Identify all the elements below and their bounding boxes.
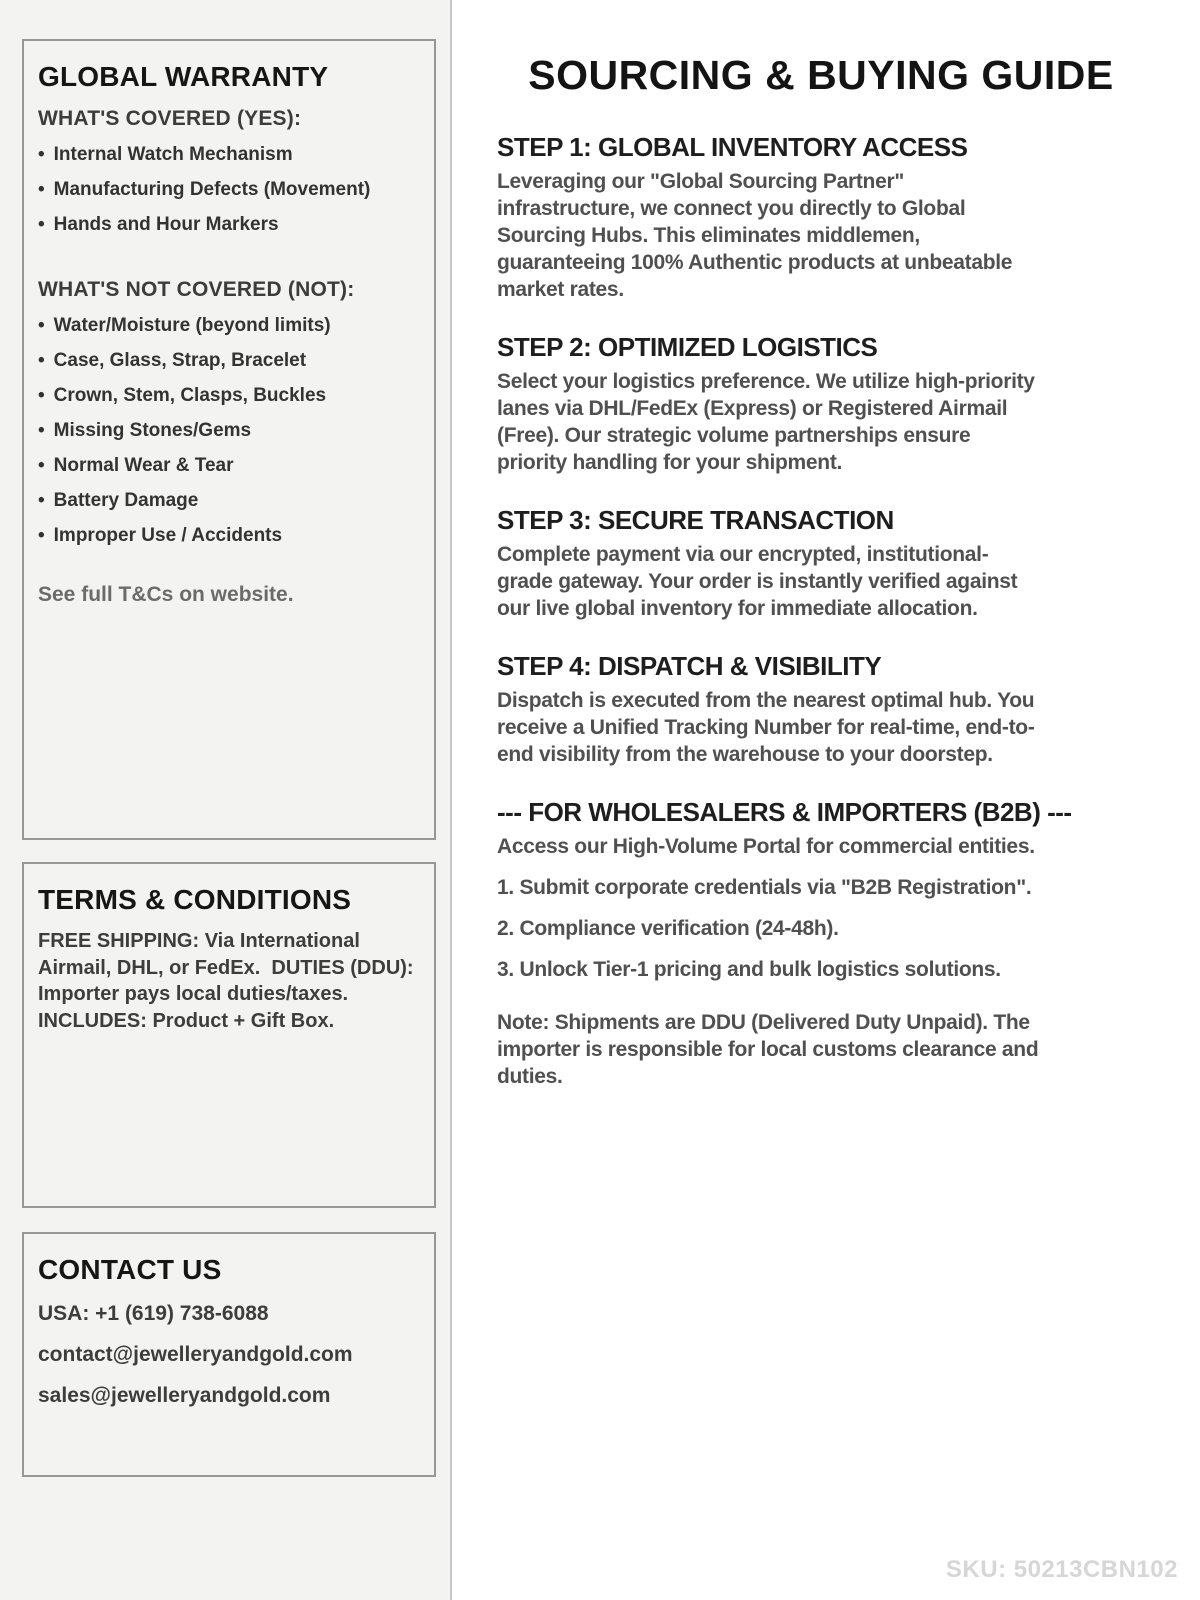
step-1-body: Leveraging our "Global Sourcing Partner" infrastructure, we connect you directly to Global Sourcing Hubs. This eliminates middlemen, guaranteeing 100% Authentic products at unbeatable market rates. bbox=[497, 170, 1013, 302]
step-3-heading: STEP 3: SECURE TRANSACTION bbox=[497, 505, 894, 536]
list-item: • Crown, Stem, Clasps, Buckles bbox=[38, 378, 420, 413]
step-3-body: Complete payment via our encrypted, institutional-grade gateway. Your order is instantly verified against our live global inventory for immediate allocation. bbox=[497, 543, 1018, 621]
not-covered-heading: WHAT'S NOT COVERED (NOT): bbox=[38, 278, 355, 302]
list-item: • Case, Glass, Strap, Bracelet bbox=[38, 343, 420, 378]
covered-list bbox=[38, 137, 420, 242]
list-item: • Improper Use / Accidents bbox=[38, 518, 420, 553]
list-item: • Hands and Hour Markers bbox=[38, 207, 420, 242]
list-item: • Battery Damage bbox=[38, 483, 420, 518]
b2b-section bbox=[497, 797, 1072, 1090]
contact-title: CONTACT US bbox=[38, 1254, 222, 1285]
terms-title: TERMS & CONDITIONS bbox=[38, 884, 352, 915]
step-3-section bbox=[497, 506, 1042, 622]
contact-panel bbox=[22, 1232, 436, 1477]
b2b-note: Note: Shipments are DDU (Delivered Duty Unpaid). The importer is responsible for local customs clearance and duties. bbox=[497, 1011, 1039, 1089]
list-item: • Water/Moisture (beyond limits) bbox=[38, 308, 420, 343]
b2b-step-2: 2. Compliance verification (24-48h). bbox=[497, 917, 839, 941]
b2b-step-3: 3. Unlock Tier-1 pricing and bulk logistics solutions. bbox=[497, 958, 1001, 982]
b2b-heading: --- FOR WHOLESALERS & IMPORTERS (B2B) --- bbox=[497, 797, 1072, 828]
b2b-intro: Access our High-Volume Portal for commercial entities. bbox=[497, 835, 1035, 859]
sidebar bbox=[0, 0, 452, 1600]
list-item: • Internal Watch Mechanism bbox=[38, 137, 420, 172]
step-1-section bbox=[497, 133, 1042, 303]
contact-phone: USA: +1 (619) 738-6088 bbox=[38, 1302, 269, 1326]
step-4-section bbox=[497, 652, 1042, 768]
step-2-heading: STEP 2: OPTIMIZED LOGISTICS bbox=[497, 332, 878, 363]
main-column bbox=[452, 0, 1200, 1600]
contact-email-sales: sales@jewelleryandgold.com bbox=[38, 1384, 331, 1408]
terms-body: FREE SHIPPING: Via International Airmail, DHL, or FedEx. DUTIES (DDU): Importer pays local duties/taxes. INCLUDES: Product + Gift Box. bbox=[38, 930, 420, 1032]
list-item: • Missing Stones/Gems bbox=[38, 413, 420, 448]
contact-email: contact@jewelleryandgold.com bbox=[38, 1343, 353, 1367]
step-2-body: Select your logistics preference. We utilize high-priority lanes via DHL/FedEx (Express) or Registered Airmail (Free). Our strategic volume partnerships ensure priority handling for your shipment. bbox=[497, 370, 1035, 475]
list-item: • Normal Wear & Tear bbox=[38, 448, 420, 483]
list-item: • Manufacturing Defects (Movement) bbox=[38, 172, 420, 207]
step-2-section bbox=[497, 333, 1042, 476]
covered-heading: WHAT'S COVERED (YES): bbox=[38, 107, 302, 131]
page-title: SOURCING & BUYING GUIDE bbox=[528, 52, 1114, 98]
warranty-title: GLOBAL WARRANTY bbox=[38, 61, 329, 92]
step-4-body: Dispatch is executed from the nearest optimal hub. You receive a Unified Tracking Number for real-time, end-to-end visibility from the warehouse to your doorstep. bbox=[497, 689, 1035, 767]
step-4-heading: STEP 4: DISPATCH & VISIBILITY bbox=[497, 651, 882, 682]
not-covered-list bbox=[38, 308, 420, 553]
warranty-footnote: See full T&Cs on website. bbox=[38, 583, 294, 607]
sku-label: SKU: 50213CBN102 bbox=[945, 1556, 1178, 1583]
b2b-step-1: 1. Submit corporate credentials via "B2B Registration". bbox=[497, 876, 1032, 900]
step-1-heading: STEP 1: GLOBAL INVENTORY ACCESS bbox=[497, 132, 968, 163]
terms-panel bbox=[22, 862, 436, 1208]
global-warranty-panel bbox=[22, 39, 436, 840]
